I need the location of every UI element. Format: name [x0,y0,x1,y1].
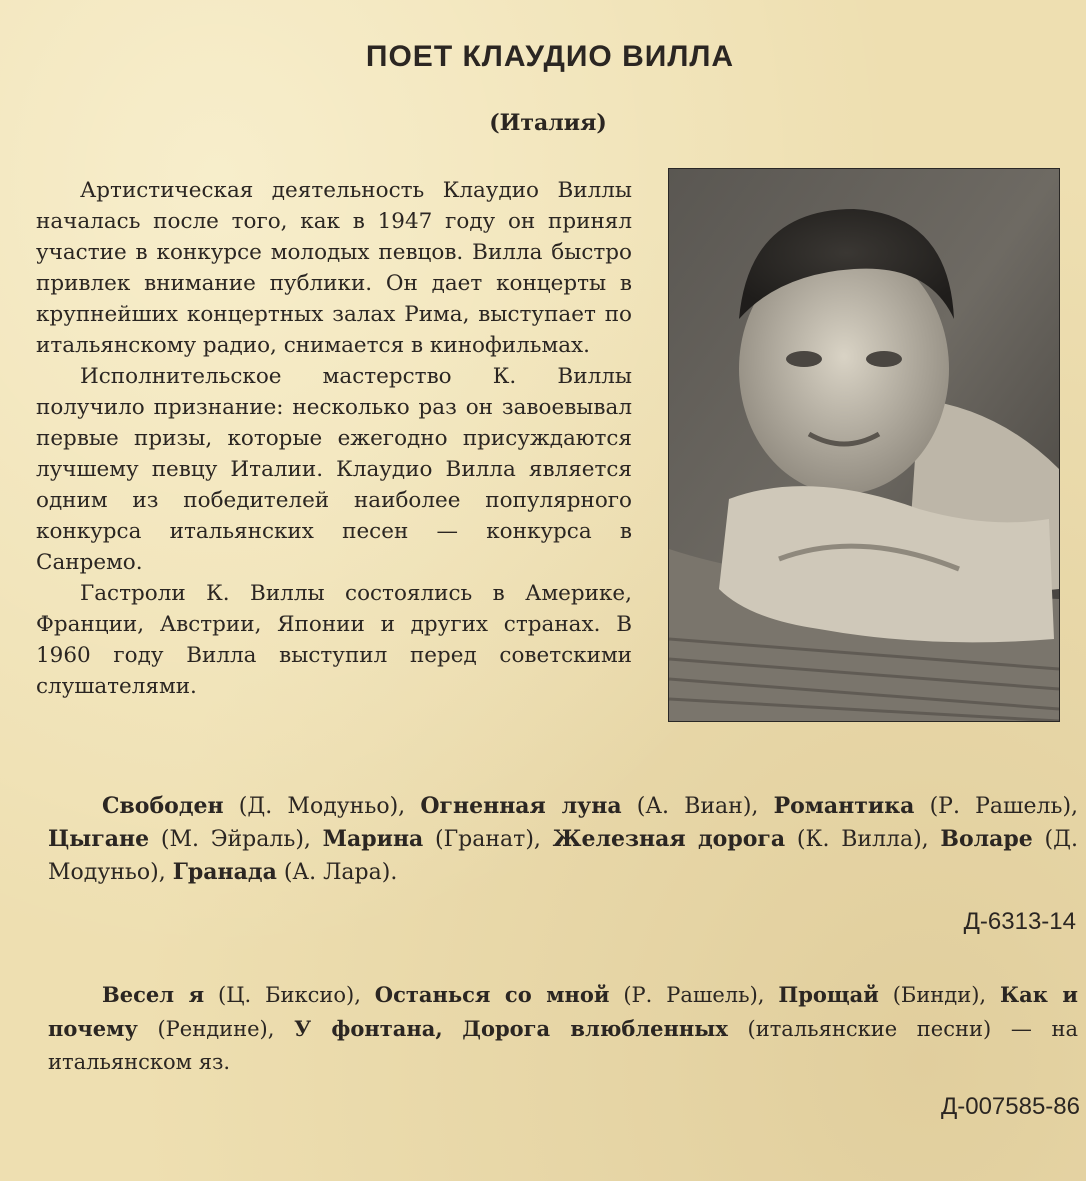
song-title: Железная дорога [552,826,786,852]
song-title: Свободен [102,793,224,819]
song-title: Дорога влюбленных [462,1016,728,1041]
page-subtitle: (Италия) [489,110,607,136]
song-author: (Д. Модуньо), [238,794,406,819]
bio-paragraph-1: Артистическая деятельность Клаудио Виллы началась после того, как в 1947 году он принял участие в конкурсе молодых певцов. Вилла быстро привлек внимание публики. Он дает концерты в крупнейших концертных залах Рима, выступает по итальянскому радио, снимается в кинофильмах. [36,178,632,358]
song-title: Останься со мной [374,982,610,1007]
portrait-image [669,169,1059,721]
bio-paragraph-2: Исполнительское мастерство К. Виллы получило признание: несколько раз он завоевывал первые призы, которые ежегодно присуждаются лучшему певцу Италии. Клаудио Вилла является одним из победителей наиболее популярного конкурса итальянских песен — конкурса в Санремо. [36,364,632,575]
song-author: (Бинди), [892,983,987,1007]
song-author: (Р. Рашель), [929,794,1079,819]
singer-portrait-photo [668,168,1060,722]
song-author: (Ц. Биксио), [218,983,361,1007]
page-title: ПОЕТ КЛАУДИО ВИЛЛА [365,40,735,73]
song-title: Прощай [778,982,879,1007]
song-author: (А. Виан), [636,794,759,819]
song-title: Романтика [773,793,915,819]
song-author: (Д. Модуньо), [48,827,1078,885]
song-author: (Р. Рашель), [623,983,765,1007]
song-title: Весел я [102,982,205,1007]
song-title: Огненная луна [420,793,622,819]
record-2-catalog-number: Д-007585-86 [940,1093,1080,1120]
song-title: У фонтана, [294,1016,443,1041]
song-author: (К. Вилла), [796,827,929,852]
song-title: Как и почему [48,982,1078,1041]
song-title: Воларе [940,826,1033,852]
song-author: (М. Эйраль), [160,827,311,852]
record-1-songs [48,790,1078,889]
record-1-catalog-number: Д-6313-14 [963,908,1076,935]
song-author: (Рендине), [157,1017,275,1041]
biography-text [36,175,632,702]
song-author: (А. Лара). [283,860,398,885]
song-title: Гранада [172,859,277,885]
song-title: Цыгане [48,826,150,852]
song-author: (Гранат), [435,827,541,852]
songs-note: (итальянские песни) — на итальянском яз. [48,1017,1078,1074]
record-2-songs [48,978,1078,1079]
song-title: Марина [322,826,424,852]
bio-paragraph-3: Гастроли К. Виллы состоялись в Америке, Франции, Австрии, Японии и других странах. В 1960 году Вилла выступил перед советскими слушателями. [36,581,632,699]
